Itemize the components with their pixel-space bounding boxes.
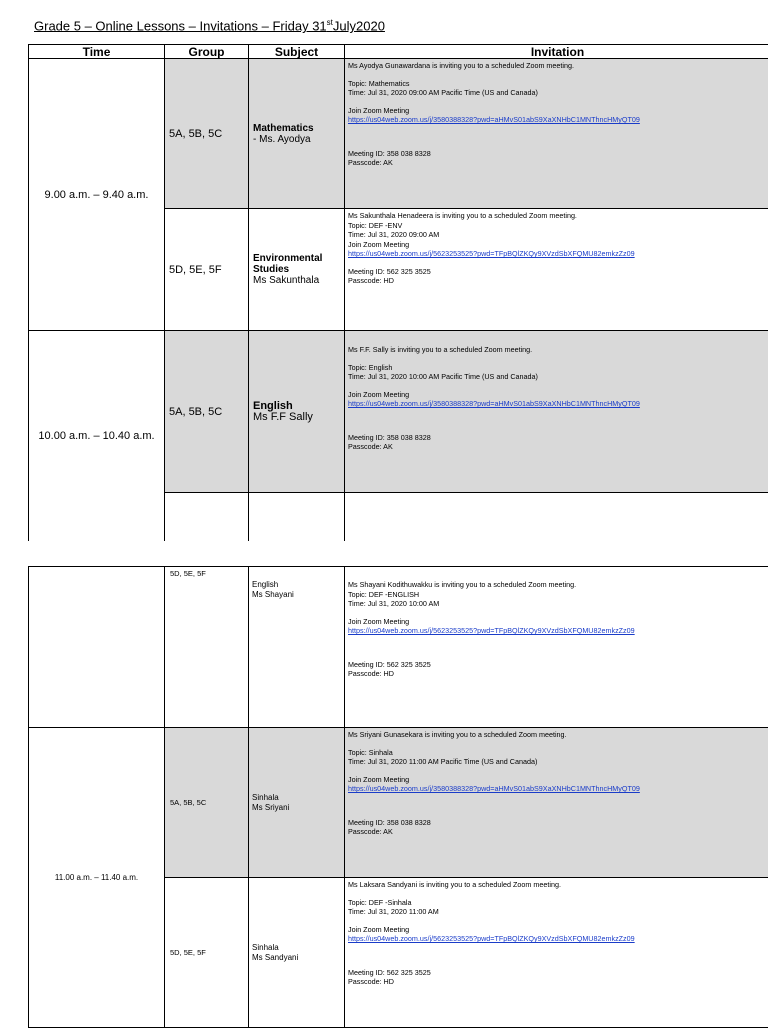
invite-time: Time: Jul 31, 2020 09:00 AM Pacific Time (US and Canada) [348, 88, 767, 98]
subject-cell [249, 209, 345, 331]
invite-passcode: Passcode: HD [348, 276, 767, 286]
subject-cell-empty [249, 493, 345, 541]
invite-meeting-id: Meeting ID: 562 325 3525 [348, 660, 767, 670]
title-suffix: July2020 [333, 18, 385, 33]
invitation-cell [345, 59, 768, 209]
header-invitation: Invitation [345, 45, 768, 59]
invite-time: Time: Jul 31, 2020 11:00 AM [348, 907, 767, 917]
subject-teacher: Ms F.F Sally [253, 411, 313, 423]
subject-teacher: Ms Shayani [252, 590, 294, 599]
header-subject: Subject [249, 45, 345, 59]
title-superscript: st [327, 18, 333, 27]
invite-time: Time: Jul 31, 2020 09:00 AM [348, 230, 767, 240]
subject-name: English [252, 580, 344, 590]
time-cell [29, 59, 165, 331]
subject-cell [249, 728, 345, 878]
subject-name: English [253, 400, 344, 412]
table-row [29, 728, 768, 878]
invite-join-label: Join Zoom Meeting [348, 925, 767, 935]
subject-name: Mathematics [253, 123, 344, 134]
zoom-link[interactable]: https://us04web.zoom.us/j/3580388328?pwd=aHMvS01abS9XaXNHbC1MNThncHMyQT09 [348, 784, 640, 793]
zoom-link[interactable]: https://us04web.zoom.us/j/3580388328?pwd=aHMvS01abS9XaXNHbC1MNThncHMyQT09 [348, 115, 640, 124]
time-cell [29, 331, 165, 541]
invite-join-label: Join Zoom Meeting [348, 775, 767, 785]
zoom-link[interactable]: https://us04web.zoom.us/j/5623253525?pwd=TFpBQlZKQy9XVzdSbXFQMU82emkzZz09 [348, 249, 635, 258]
table-row [29, 567, 768, 728]
invite-passcode: Passcode: HD [348, 669, 767, 679]
invite-passcode: Passcode: HD [348, 977, 767, 987]
invite-time: Time: Jul 31, 2020 10:00 AM [348, 599, 767, 609]
group-cell: 5D, 5E, 5F [165, 878, 249, 1028]
document-title [34, 18, 385, 33]
invite-topic: Topic: DEF -Sinhala [348, 898, 767, 908]
subject-teacher: - Ms. Ayodya [253, 134, 311, 145]
invite-meeting-id: Meeting ID: 358 038 8328 [348, 433, 767, 443]
invite-intro: Ms Laksara Sandyani is inviting you to a scheduled Zoom meeting. [348, 880, 767, 890]
zoom-link[interactable]: https://us04web.zoom.us/j/3580388328?pwd=aHMvS01abS9XaXNHbC1MNThncHMyQT09 [348, 399, 640, 408]
invite-passcode: Passcode: AK [348, 442, 767, 452]
zoom-link[interactable]: https://us04web.zoom.us/j/5623253525?pwd=TFpBQlZKQy9XVzdSbXFQMU82emkzZz09 [348, 626, 635, 635]
table-row [29, 331, 768, 493]
invite-topic: Topic: DEF -ENGLISH [348, 590, 767, 600]
title-text: Grade 5 – Online Lessons – Invitations – Friday 31 [34, 18, 327, 33]
invitation-cell [345, 878, 768, 1028]
invite-join-label: Join Zoom Meeting [348, 617, 767, 627]
time-cell [29, 728, 165, 1028]
invite-meeting-id: Meeting ID: 562 325 3525 [348, 267, 767, 277]
invite-intro: Ms Ayodya Gunawardana is inviting you to a scheduled Zoom meeting. [348, 61, 767, 71]
subject-name: Environmental Studies [253, 253, 344, 275]
group-cell-empty [165, 493, 249, 541]
invite-intro: Ms Sakunthala Henadeera is inviting you to a scheduled Zoom meeting. [348, 211, 767, 221]
subject-teacher: Ms Sakunthala [253, 275, 319, 286]
invite-time: Time: Jul 31, 2020 11:00 AM Pacific Time (US and Canada) [348, 757, 767, 767]
invite-intro: Ms Shayani Kodithuwakku is inviting you to a scheduled Zoom meeting. [348, 580, 767, 590]
header-time: Time [29, 45, 165, 59]
invite-meeting-id: Meeting ID: 358 038 8328 [348, 149, 767, 159]
invitation-cell [345, 209, 768, 331]
subject-name: Sinhala [252, 943, 344, 953]
schedule-table-page1 [28, 44, 768, 541]
invite-topic: Topic: Sinhala [348, 748, 767, 758]
invite-intro: Ms Sriyani Gunasekara is inviting you to a scheduled Zoom meeting. [348, 730, 767, 740]
invitation-cell [345, 728, 768, 878]
subject-teacher: Ms Sriyani [252, 803, 289, 812]
invite-intro: Ms F.F. Sally is inviting you to a scheduled Zoom meeting. [348, 345, 767, 355]
invite-join-label: Join Zoom Meeting [348, 240, 767, 250]
invitation-cell-empty [345, 493, 768, 541]
header-row [29, 45, 768, 59]
invite-join-label: Join Zoom Meeting [348, 390, 767, 400]
invite-join-label: Join Zoom Meeting [348, 106, 767, 116]
time-text: 11.00 a.m. – 11.40 a.m. [55, 873, 138, 882]
subject-cell [249, 878, 345, 1028]
zoom-link[interactable]: https://us04web.zoom.us/j/5623253525?pwd=TFpBQlZKQy9XVzdSbXFQMU82emkzZz09 [348, 934, 635, 943]
schedule-table-page2 [28, 566, 768, 1028]
invite-meeting-id: Meeting ID: 562 325 3525 [348, 968, 767, 978]
subject-cell [249, 331, 345, 493]
invite-topic: Topic: DEF -ENV [348, 221, 767, 231]
time-text: 10.00 a.m. – 10.40 a.m. [38, 430, 154, 442]
group-cell: 5A, 5B, 5C [165, 59, 249, 209]
subject-cell [249, 567, 345, 728]
invite-passcode: Passcode: AK [348, 827, 767, 837]
group-cell: 5D, 5E, 5F [165, 209, 249, 331]
subject-name: Sinhala [252, 793, 344, 803]
invite-meeting-id: Meeting ID: 358 038 8328 [348, 818, 767, 828]
header-group: Group [165, 45, 249, 59]
invitation-cell [345, 567, 768, 728]
group-cell: 5D, 5E, 5F [165, 567, 249, 728]
invitation-cell [345, 331, 768, 493]
group-cell: 5A, 5B, 5C [165, 728, 249, 878]
time-text: 9.00 a.m. – 9.40 a.m. [45, 189, 149, 201]
table-row [29, 59, 768, 209]
time-cell-empty [29, 567, 165, 728]
subject-cell [249, 59, 345, 209]
invite-passcode: Passcode: AK [348, 158, 767, 168]
invite-topic: Topic: English [348, 363, 767, 373]
group-cell: 5A, 5B, 5C [165, 331, 249, 493]
subject-teacher: Ms Sandyani [252, 953, 298, 962]
invite-time: Time: Jul 31, 2020 10:00 AM Pacific Time (US and Canada) [348, 372, 767, 382]
invite-topic: Topic: Mathematics [348, 79, 767, 89]
